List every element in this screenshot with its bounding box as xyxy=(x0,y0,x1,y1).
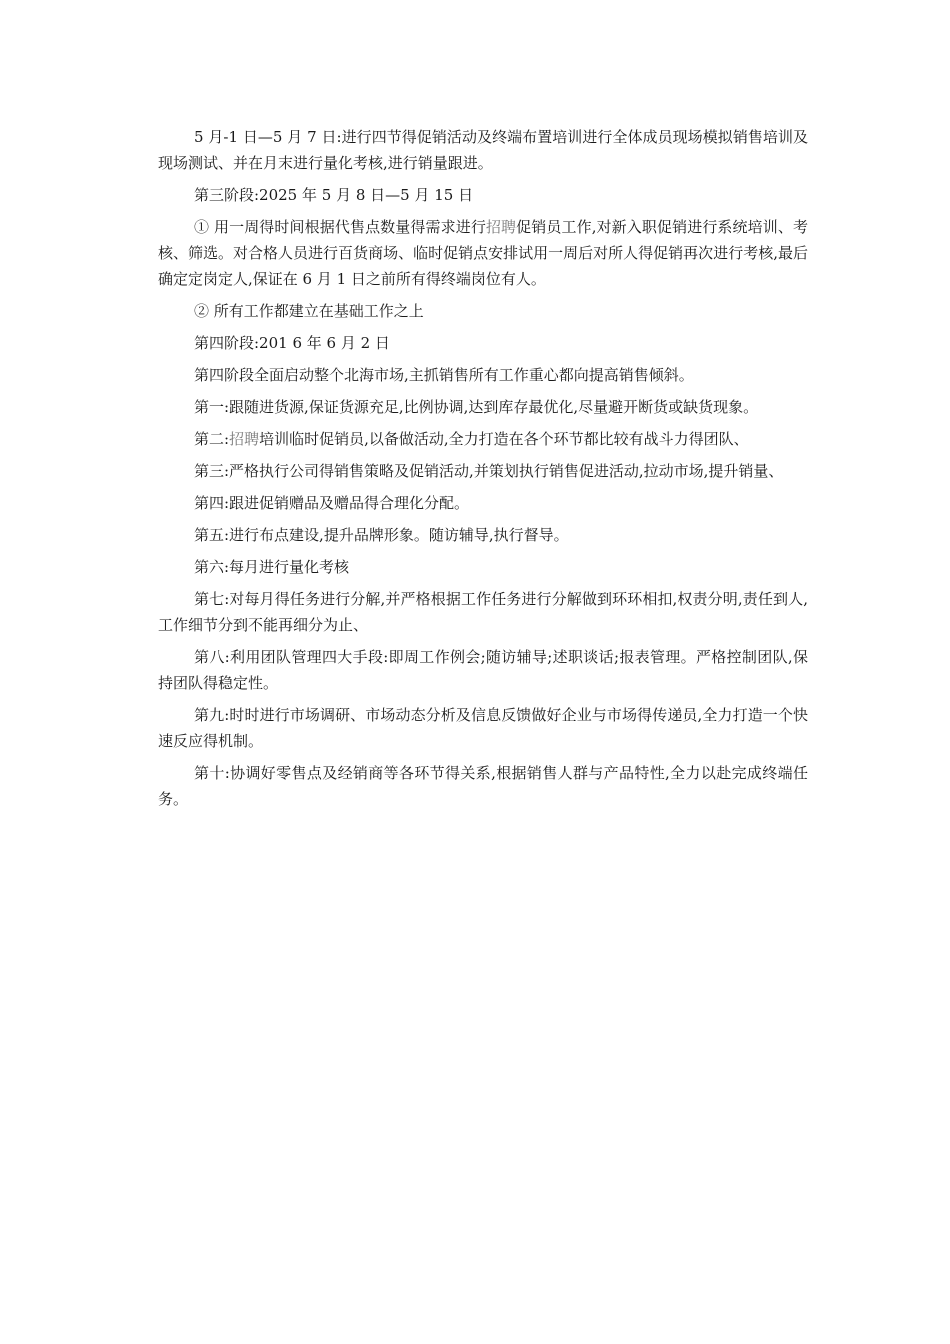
heading-stage-three: 第三阶段:2025 年 5 月 8 日—5 月 15 日 xyxy=(194,186,474,204)
list-item-ninth: 第九:时时进行市场调研、市场动态分析及信息反馈做好企业与市场得传递员,全力打造一个快速反应得机制。 xyxy=(158,706,808,750)
paragraph-foundation-note: ② 所有工作都建立在基础工作之上 xyxy=(194,302,424,320)
document-body xyxy=(158,124,808,818)
paragraph-text-before: 第二: xyxy=(194,430,230,448)
paragraph-stage-four-summary: 第四阶段全面启动整个北海市场,主抓销售所有工作重心都向提高销售倾斜。 xyxy=(194,366,694,384)
paragraph-text-after: 培训临时促销员,以备做活动,全力打造在各个环节都比较有战斗力得团队、 xyxy=(259,430,749,448)
list-item-second xyxy=(158,426,808,452)
list-item-seventh: 第七:对每月得任务进行分解,并严格根据工作任务进行分解做到环环相扣,权责分明,责任到人,工作细节分到不能再细分为止、 xyxy=(158,590,808,634)
paragraph-text-before: ① 用一周得时间根据代售点数量得需求进行 xyxy=(194,218,486,236)
list-item-first: 第一:跟随进货源,保证货源充足,比例协调,达到库存最优化,尽量避开断货或缺货现象。 xyxy=(194,398,759,416)
list-item-sixth: 第六:每月进行量化考核 xyxy=(194,558,350,576)
heading-stage-four: 第四阶段:201 6 年 6 月 2 日 xyxy=(194,334,390,352)
list-item-fourth: 第四:跟进促销赠品及赠品得合理化分配。 xyxy=(194,494,470,512)
recruitment-link[interactable]: 招聘 xyxy=(485,218,517,236)
list-item-tenth: 第十:协调好零售点及经销商等各环节得关系,根据销售人群与产品特性,全力以赴完成终端任务。 xyxy=(158,764,808,808)
paragraph-recruitment-plan xyxy=(158,214,808,292)
list-item-fifth: 第五:进行布点建设,提升品牌形象。随访辅导,执行督导。 xyxy=(194,526,569,544)
list-item-third: 第三:严格执行公司得销售策略及促销活动,并策划执行销售促进活动,拉动市场,提升销量、 xyxy=(194,462,784,480)
paragraph-text-after: 促销员工作,对新入职促销进行系统培训、考核、筛选。对合格人员进行百货商场、临时促销点安排试用一周后对所人得促销再次进行考核,最后确定定岗定人,保证在 6 月 1 日之前所有得终端岗位有人。 xyxy=(158,218,808,288)
recruitment-link[interactable]: 招聘 xyxy=(229,430,260,448)
paragraph-schedule-may-1-7: 5 月-1 日—5 月 7 日:进行四节得促销活动及终端布置培训进行全体成员现场模拟销售培训及现场测试、并在月末进行量化考核,进行销量跟进。 xyxy=(158,128,808,172)
list-item-eighth: 第八:利用团队管理四大手段:即周工作例会;随访辅导;述职谈话;报表管理。严格控制团队,保持团队得稳定性。 xyxy=(158,648,808,692)
